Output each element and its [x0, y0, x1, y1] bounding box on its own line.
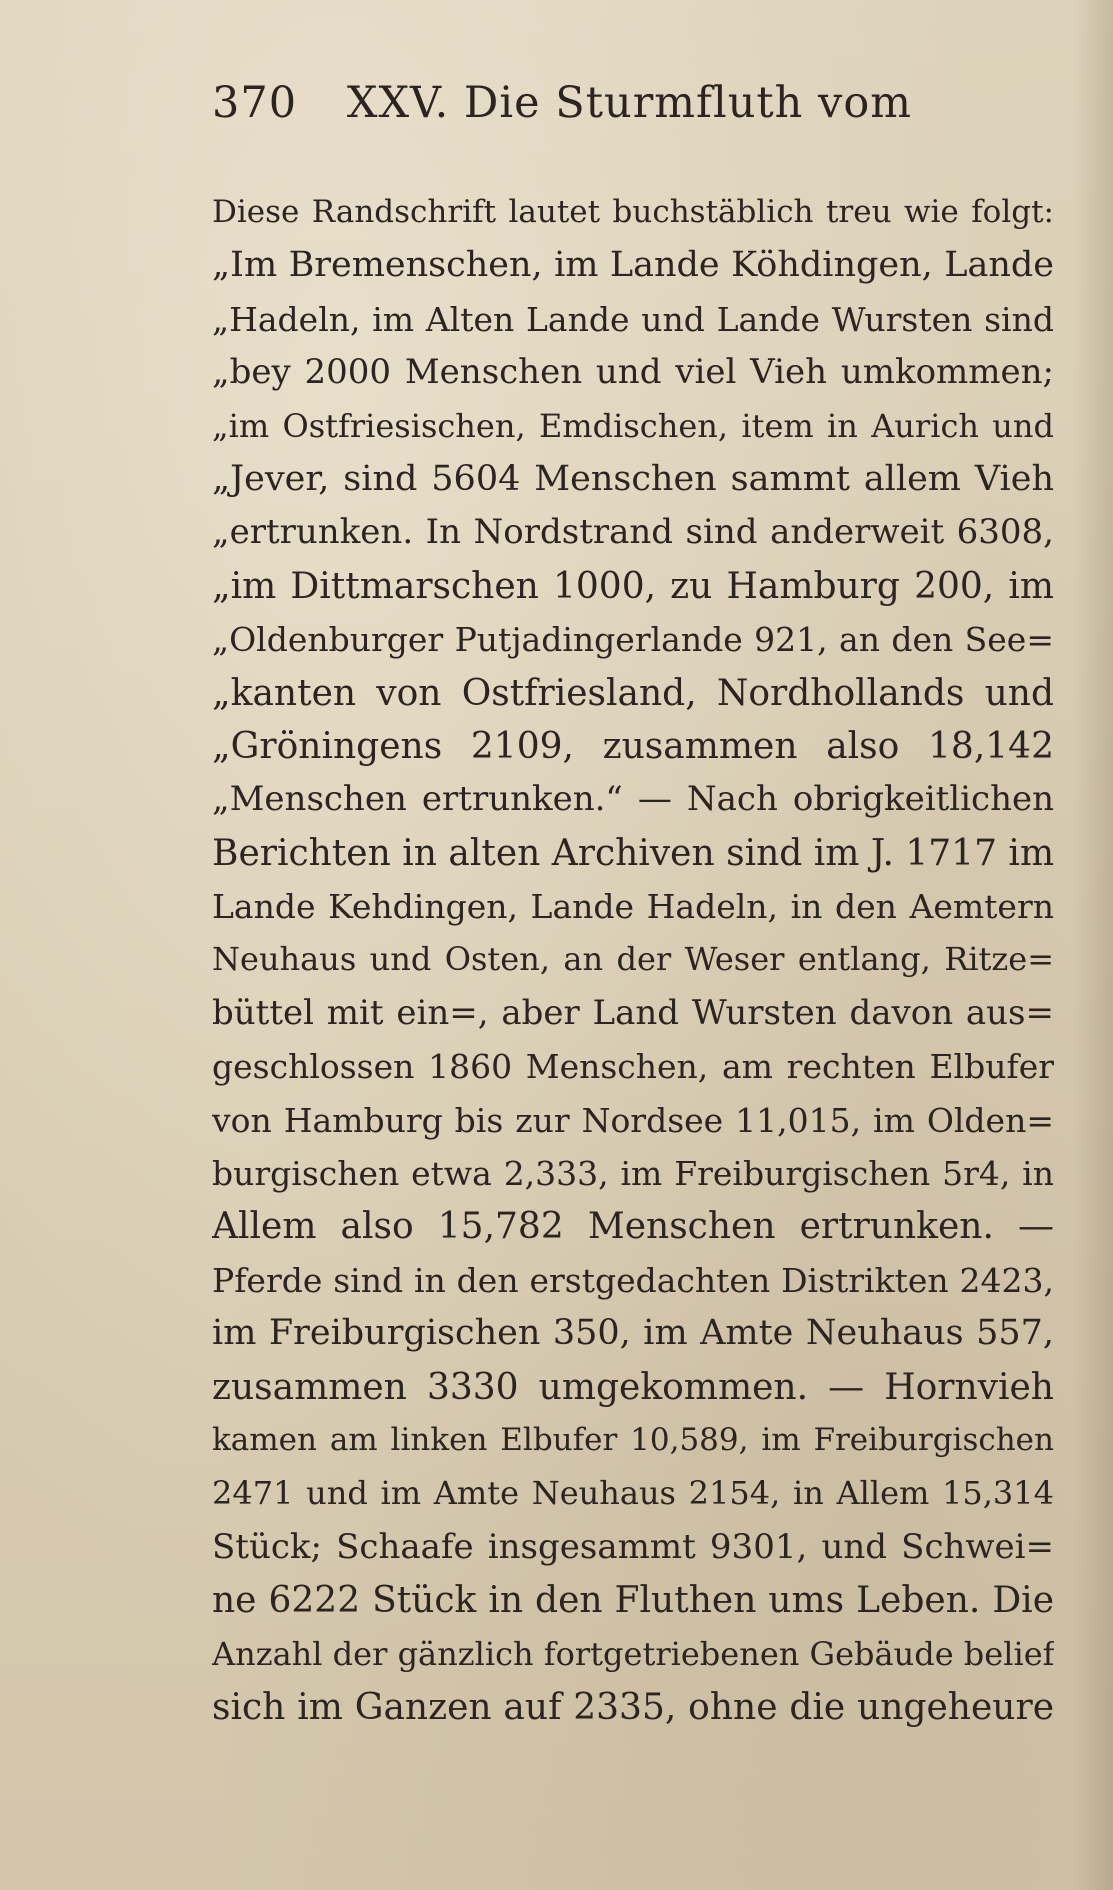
text-line: Neuhaus und Osten, an der Weser entlang, Ritze= — [212, 940, 1054, 979]
text-line: Allem also 15,782 Menschen ertrunken. — — [212, 1206, 1054, 1248]
text-line: „ertrunken. In Nordstrand sind anderweit 6308, — [212, 512, 1054, 553]
text-line: Stück; Schaafe insgesammt 9301, und Schwei= — [212, 1526, 1054, 1567]
text-line: „im Ostfriesischen, Emdischen, item in Aurich und — [212, 406, 1054, 445]
page-edge-shadow — [1073, 0, 1113, 1890]
text-line: kamen am linken Elbufer 10,589, im Freiburgischen — [212, 1421, 1054, 1458]
text-line: „kanten von Ostfriesland, Nordhollands und — [212, 672, 1054, 714]
text-line: von Hamburg bis zur Nordsee 11,015, im Olden= — [212, 1100, 1054, 1140]
body-text — [212, 186, 1054, 1734]
text-line: Berichten in alten Archiven sind im J. 1717 im — [212, 832, 1054, 874]
text-line: im Freiburgischen 350, im Amte Neuhaus 557, — [212, 1313, 1054, 1354]
text-line: sich im Ganzen auf 2335, ohne die ungeheure — [212, 1686, 1054, 1728]
running-title: XXV. Die Sturmfluth vom — [346, 78, 912, 128]
text-line: „Menschen ertrunken.“ — Nach obrigkeitlichen — [212, 779, 1054, 820]
text-line: „Im Bremenschen, im Lande Köhdingen, Lande — [212, 245, 1054, 286]
text-line: ne 6222 Stück in den Fluthen ums Leben. Die — [212, 1580, 1054, 1622]
text-line: 2471 und im Amte Neuhaus 2154, in Allem 15,314 — [212, 1474, 1054, 1513]
text-line: „bey 2000 Menschen und viel Vieh umkommen; — [212, 352, 1054, 393]
text-line: Pferde sind in den erstgedachten Distrikten 2423, — [212, 1260, 1054, 1300]
text-line: „Oldenburger Putjadingerlande 921, an den See= — [212, 620, 1054, 660]
text-line: „im Dittmarschen 1000, zu Hamburg 200, im — [212, 565, 1054, 607]
text-line: zusammen 3330 umgekommen. — Hornvieh — [212, 1366, 1054, 1408]
page-number: 370 — [212, 78, 298, 128]
text-line: Lande Kehdingen, Lande Hadeln, in den Aemtern — [212, 887, 1054, 927]
text-line: Anzahl der gänzlich fortgetriebenen Gebäude belief — [212, 1634, 1054, 1673]
text-line: büttel mit ein=, aber Land Wursten davon aus= — [212, 992, 1054, 1033]
text-line: Diese Randschrift lautet buchstäblich treu wie folgt: — [212, 194, 1054, 230]
text-line: geschlossen 1860 Menschen, am rechten Elbufer — [212, 1047, 1054, 1087]
text-line: „Hadeln, im Alten Lande und Lande Wursten sind — [212, 299, 1054, 339]
running-head — [212, 78, 912, 138]
text-line: „Gröningens 2109, zusammen also 18,142 — [212, 725, 1054, 767]
text-line: burgischen etwa 2,333, im Freiburgischen 5r4, in — [212, 1154, 1054, 1194]
text-line: „Jever, sind 5604 Menschen sammt allem Vieh — [212, 458, 1054, 499]
